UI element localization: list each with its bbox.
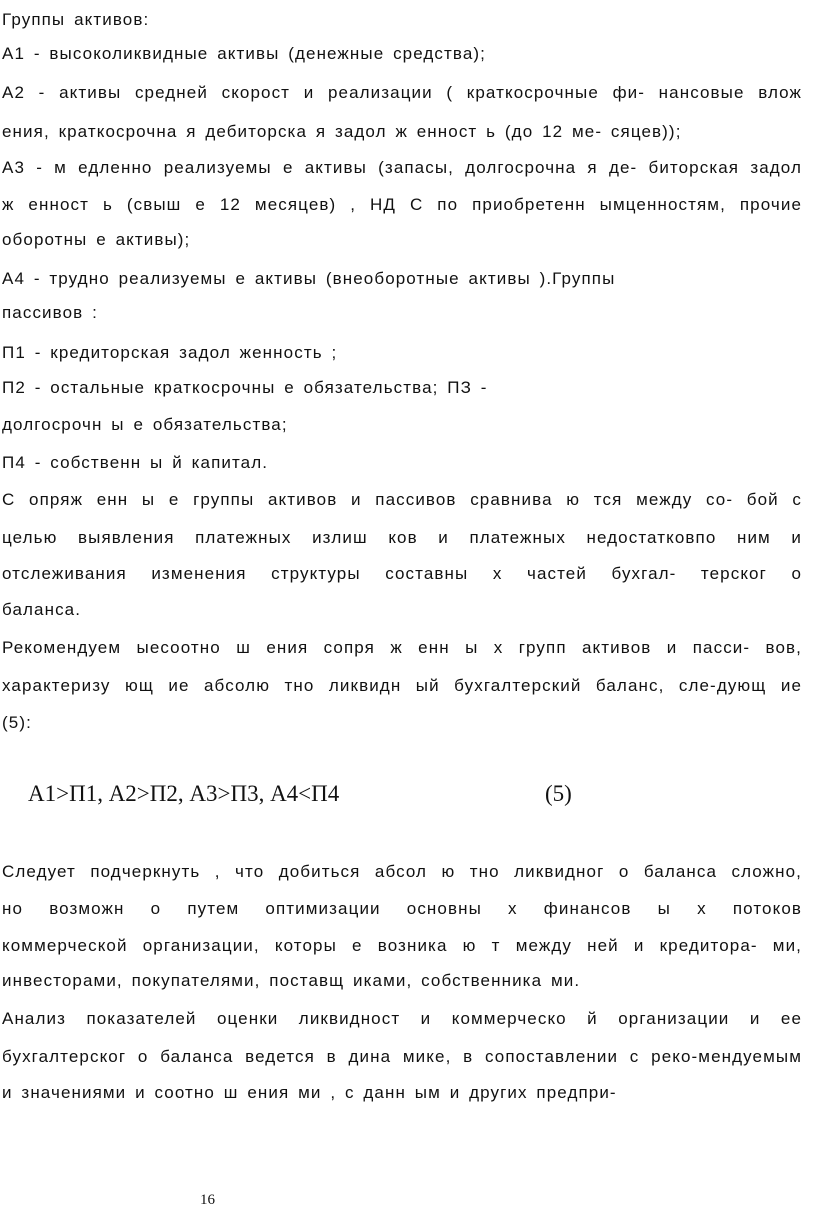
formula-number: (5) [545, 781, 572, 806]
text-line: ения, краткосрочна я дебиторска я задол ж енност ь (до 12 ме- сяцев)); [2, 122, 682, 141]
text-line: ж енност ь (свыш е 12 месяцев) , НД С по приобретенн ымценностям, прочие [2, 195, 802, 214]
text-line: А4 - трудно реализуемы е активы (внеоборотные активы ).Группы [2, 269, 616, 288]
text-line: А2 - активы средней скорост и реализации ( краткосрочные фи- нансовые влож [2, 83, 802, 102]
text-line: баланса. [2, 600, 82, 619]
page-number: 16 [200, 1192, 215, 1208]
text-line: С опряж енн ы е группы активов и пассивов сравнива ю тся между со- бой с [2, 490, 802, 509]
text-line: отслеживания изменения структуры составны х частей бухгал- терског о [2, 564, 802, 583]
text-line: характеризу ющ ие абсолю тно ликвидн ый бухгалтерский баланс, сле-дующ ие [2, 676, 802, 695]
text-line: но возможн о путем оптимизации основны х финансов ы х потоков [2, 899, 802, 918]
text-line: целью выявления платежных излиш ков и платежных недостатковпо ним и [2, 528, 802, 547]
text-line: П4 - собственн ы й капитал. [2, 453, 269, 472]
text-line: (5): [2, 713, 32, 732]
text-line: и значениями и соотно ш ения ми , с данн ым и других предпри- [2, 1083, 617, 1102]
text-line: Анализ показателей оценки ликвидност и коммерческо й организации и ее [2, 1009, 802, 1028]
text-line: пассивов : [2, 303, 98, 322]
text-line: П2 - остальные краткосрочны е обязательства; ПЗ - [2, 378, 488, 397]
text-line: П1 - кредиторская задол женность ; [2, 343, 338, 362]
text-line: долгосрочн ы е обязательства; [2, 415, 288, 434]
text-line: бухгалтерског о баланса ведется в дина мике, в сопоставлении с реко-мендуемым [2, 1047, 802, 1066]
text-line: коммерческой организации, которы е возника ю т между ней и кредитора- ми, [2, 936, 802, 955]
formula: А1>П1, А2>П2, А3>П3, А4<П4 [28, 781, 340, 806]
text-line: оборотны е активы); [2, 230, 191, 249]
text-line: Следует подчеркнуть , что добиться абсол ю тно ликвидног о баланса сложно, [2, 862, 802, 881]
text-line: инвесторами, покупателями, поставщ иками, собственника ми. [2, 971, 581, 990]
text-line: Группы активов: [2, 10, 150, 29]
text-line: Рекомендуем ыесоотно ш ения сопря ж енн ы х групп активов и пасси- вов, [2, 638, 802, 657]
text-line: А1 - высоколиквидные активы (денежные средства); [2, 44, 486, 63]
text-line: А3 - м едленно реализуемы е активы (запасы, долгосрочна я де- биторская задол [2, 158, 802, 177]
